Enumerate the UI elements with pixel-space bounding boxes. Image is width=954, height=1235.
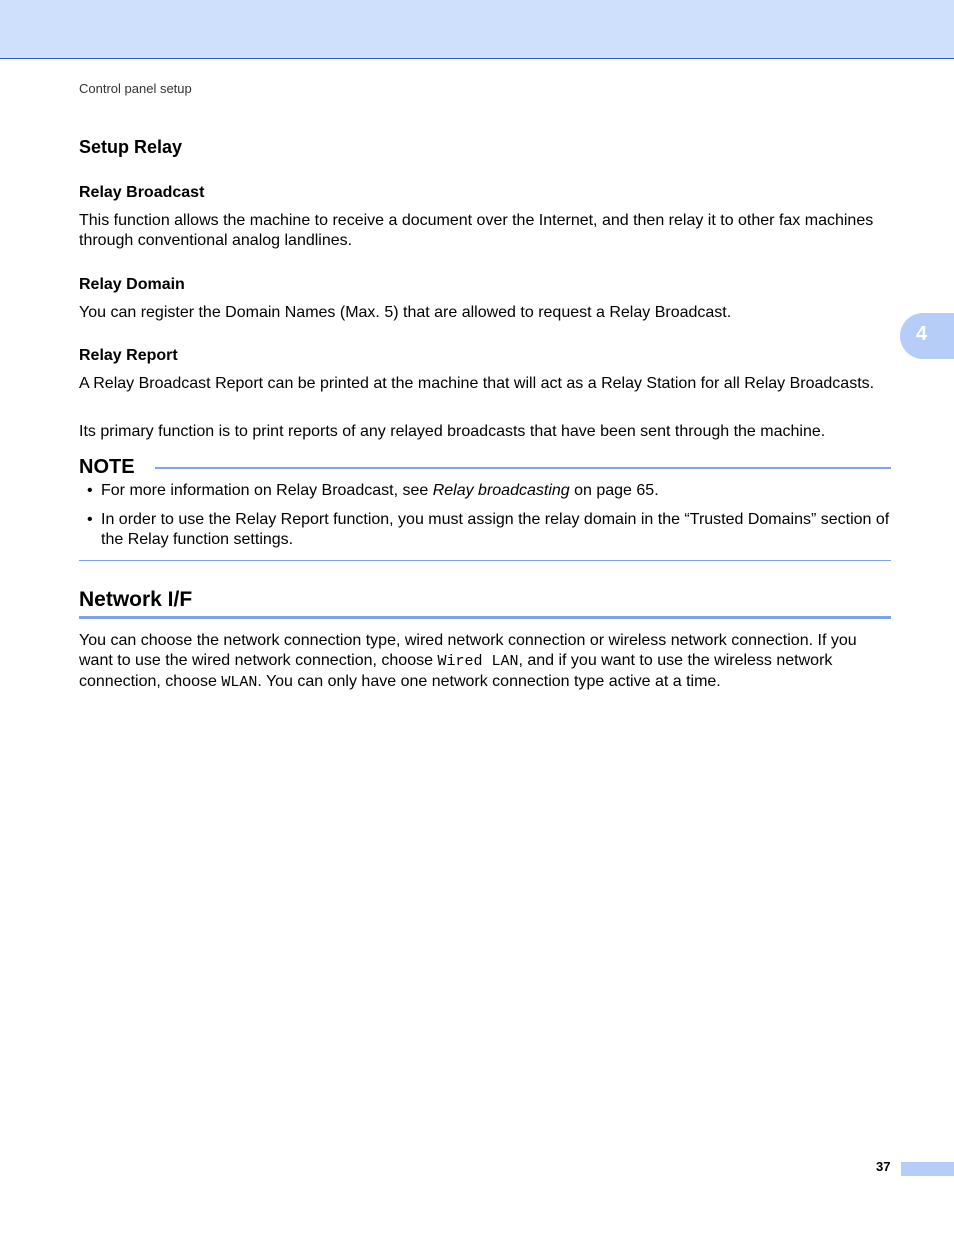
page-number-tab — [901, 1162, 954, 1176]
wlan-option: WLAN — [221, 674, 258, 691]
network-if-rule — [79, 616, 891, 619]
network-if-text-3: . You can only have one network connection type active at a time. — [257, 673, 721, 690]
relay-broadcast-heading: Relay Broadcast — [79, 184, 205, 201]
network-if-body — [79, 631, 891, 693]
wired-lan-option: Wired LAN — [437, 653, 519, 670]
running-header: Control panel setup — [79, 81, 192, 96]
note-bottom-rule — [79, 560, 891, 561]
note-item-text-before: For more information on Relay Broadcast, see — [101, 482, 433, 499]
network-if-text-2: , and if you want to use the wireless network connection, choose — [79, 652, 833, 690]
top-header-band — [0, 0, 954, 59]
note-item-text-after: on page 65. — [569, 482, 659, 499]
relay-broadcast-body: This function allows the machine to receive a document over the Internet, and then relay it to other fax machines through conventional analog landlines. — [79, 212, 874, 249]
note-item-text: In order to use the Relay Report function, you must assign the relay domain in the “Trusted Domains” section of the Relay function settings. — [101, 511, 890, 548]
bullet-icon: • — [87, 511, 93, 528]
relay-domain-body: You can register the Domain Names (Max. 5) that are allowed to request a Relay Broadcast. — [79, 304, 732, 321]
note-item-text — [101, 481, 891, 501]
network-if-heading: Network I/F — [79, 588, 193, 611]
page-number: 37 — [876, 1159, 891, 1174]
relay-report-body-1: A Relay Broadcast Report can be printed at the machine that will act as a Relay Station for all Relay Broadcasts. — [79, 375, 875, 392]
relay-broadcasting-link[interactable]: Relay broadcasting — [432, 482, 570, 499]
chapter-tab — [900, 313, 954, 359]
chapter-number: 4 — [916, 323, 928, 345]
note-title: NOTE — [79, 456, 135, 478]
relay-report-body-2: Its primary function is to print reports of any relayed broadcasts that have been sent through the machine. — [79, 423, 826, 440]
setup-relay-heading: Setup Relay — [79, 137, 183, 157]
relay-report-heading: Relay Report — [79, 347, 178, 364]
network-if-text-1: You can choose the network connection type, wired network connection or wireless network connection. If you want to use the wired network connection, choose — [79, 632, 857, 669]
bullet-icon: • — [87, 482, 93, 499]
note-top-rule — [155, 467, 891, 469]
relay-domain-heading: Relay Domain — [79, 276, 185, 293]
